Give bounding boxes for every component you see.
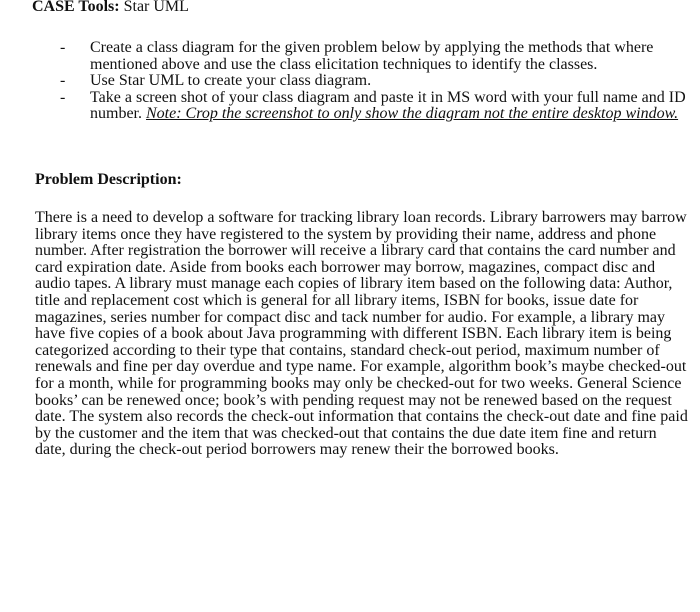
instruction-list: [60, 40, 690, 123]
heading-tool-name: Star UML: [119, 0, 189, 15]
instruction-text: Create a class diagram for the given problem below by applying the methods that where mentioned above and use the class elicitation techniques to identify the classes.: [90, 39, 654, 73]
instruction-text: Use Star UML to create your class diagram.: [90, 72, 372, 89]
instruction-item: [60, 40, 690, 73]
instruction-note: Note: Crop the screenshot to only show the diagram not the entire desktop window.: [146, 105, 679, 122]
bullet-dash: -: [60, 72, 66, 89]
bullet-dash: -: [60, 88, 66, 106]
instruction-item: [60, 90, 690, 123]
problem-description: There is a need to develop a software for tracking library loan records. Library barrowers may barrow library items once they have registered to the system by providing their name, address and phone number. After registration the borrower will receive a library card that contains the card number and card expiration date. Aside from books each borrower may borrow, magazines, compact disc and audio tapes. A library must manage each copies of library item based on the following data: Author, title and replacement cost which is general for all library items, ISBN for books, issue date for magazines, series number for compact disc and tack number for audio. For example, a library may have five copies of a book about Java programming with different ISBN. Each library item is being categorized according to their type that contains, standard check-out period, maximum number of renewals and fine per day overdue and type name. For example, algorithm book’s maybe checked-out for a month, while for programming books may only be checked-out for two weeks. General Science books’ can be renewed once; book’s with pending request may not be renewed based on the request date. The system also records the check-out information that contains the check-out date and fine paid by the customer and the item that was checked-out that contains the due date item fine and return date, during the check-out period borrowers may renew their the borrowed books.: [35, 209, 688, 459]
problem-title: Problem Description:: [35, 171, 182, 188]
instruction-item: [60, 73, 690, 90]
section-heading: [32, 0, 189, 17]
bullet-dash: -: [60, 39, 66, 56]
instruction-text: Take a screen shot of your class diagram and paste it in MS word with your full name and ID number.: [90, 88, 686, 122]
heading-bold-label: CASE Tools:: [32, 0, 120, 15]
